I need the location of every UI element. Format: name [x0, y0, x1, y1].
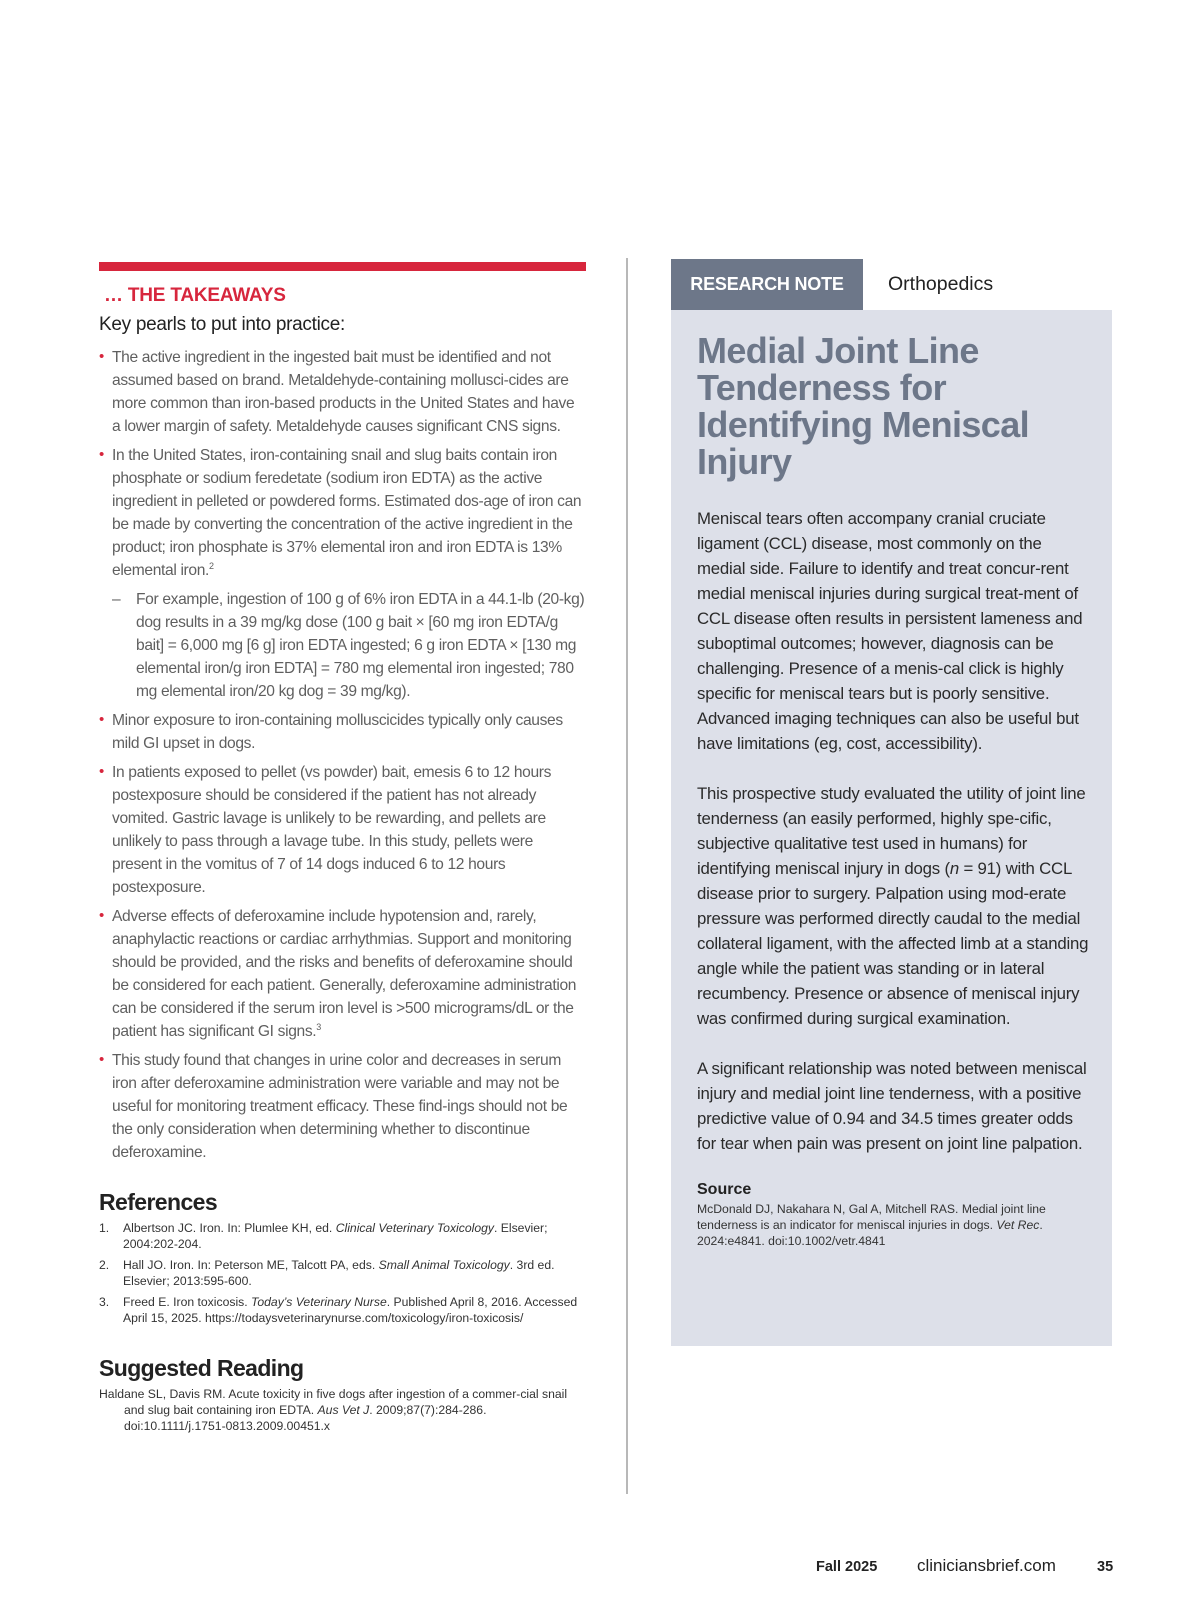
reference-item: 3. Freed E. Iron toxicosis. Today’s Veterinary Nurse. Published April 8, 2016. Accessed April 15, 2025. https://todaysveterinarynurse.com/toxicology/iron-toxicosis/: [99, 1295, 578, 1325]
takeaways-subtitle: Key pearls to put into practice:: [99, 314, 345, 335]
footer-site: cliniciansbrief.com: [917, 1556, 1056, 1575]
takeaways-list-continued: [99, 709, 586, 1164]
bullet-icon: •: [99, 711, 104, 728]
suggested-reading-heading: Suggested Reading: [99, 1355, 304, 1381]
suggested-reading-item: Haldane SL, Davis RM. Acute toxicity in five dogs after ingestion of a commer-cial snail and slug bait containing iron EDTA. Aus Vet J. 2009;87(7):284-286. doi:10.1111/j.1751-0813.2009.00451.x: [99, 1387, 568, 1433]
references-section: [99, 1189, 586, 1326]
takeaways-column: [99, 262, 586, 1434]
list-item: • Adverse effects of deferoxamine include hypotension and, rarely, anaphylactic reactions or cardiac arrhythmias. Support and monitoring should be provided, and the risks and benefits of deferoxamine should be considered for each patient. Generally, deferoxamine administration can be considered if the serum iron level is >500 micrograms/dL or the patient has significant GI signs.$^3$: [99, 905, 586, 1043]
bullet-icon: •: [99, 907, 104, 924]
list-sub-item: – For example, ingestion of 100 g of 6% iron EDTA in a 44.1-lb (20-kg) dog results in a 39 mg/kg dose (100 g bait × [60 mg iron EDTA/g bait] = 6,000 mg [6 g] iron EDTA ingested; 6 g iron EDTA × [130 mg elemental iron/g iron EDTA] = 780 mg elemental iron ingested; 780 mg elemental iron/20 kg dog = 39 mg/kg).: [112, 591, 585, 700]
page-number: 35: [1097, 1559, 1114, 1575]
research-note-box: [671, 259, 1112, 1346]
column-divider: [626, 258, 628, 1494]
suggested-reading-section: [99, 1355, 586, 1434]
list-item: • In the United States, iron-containing snail and slug baits contain iron phosphate or sodium feredetate (sodium iron EDTA) as the active ingredient in pelleted or powdered forms. Estimated dos-age of iron can be made by converting the concentration of the active ingredient in the product; iron phosphate is 37% elemental iron and iron EDTA is 13% elemental iron.$^2$: [99, 444, 586, 582]
body-paragraph: This prospective study evaluated the utility of joint line tenderness (an easily performed, highly spe-cific, subjective qualitative test used in humans) for identifying meniscal injury in dogs (n = 91) with CCL disease prior to surgery. Palpation using mod-erate pressure was performed directly caudal to the medial collateral ligament, with the affected limb at a standing angle while the patient was standing or in lateral recumbency. Presence or absence of meniscal injury was confirmed during surgical examination.: [697, 784, 1089, 1028]
research-note-tag: RESEARCH NOTE: [671, 259, 863, 310]
research-note-header: [671, 259, 1112, 310]
research-note-category: Orthopedics: [863, 259, 1112, 310]
page-footer: [0, 1556, 1200, 1580]
citation-superscript: 2: [209, 560, 214, 571]
body-paragraph: Meniscal tears often accompany cranial cruciate ligament (CCL) disease, most commonly on the medial side. Failure to identify and treat concur-rent medial meniscal injuries during surgical treat-ment of CCL disease often results in persistent lameness and suboptimal outcomes; however, diagnosis can be challenging. Presence of a menis-cal click is highly specific for meniscal tears but is poorly sensitive. Advanced imaging techniques can also be useful but have limitations (eg, cost, accessibility).: [697, 509, 1083, 753]
bullet-icon: •: [99, 446, 104, 463]
footer-issue: Fall 2025: [816, 1559, 878, 1575]
bullet-icon: •: [99, 348, 104, 365]
citation-superscript: 3: [316, 1021, 321, 1032]
list-item: • This study found that changes in urine color and decreases in serum iron after deferoxamine administration were variable and may not be useful for monitoring treatment efficacy. These find-ings should not be the only consideration when determining whether to discontinue deferoxamine.: [99, 1049, 586, 1164]
takeaways-title: … THE TAKEAWAYS: [104, 285, 286, 306]
red-accent-bar: [99, 262, 586, 271]
bullet-icon: •: [99, 1051, 104, 1068]
source-citation: McDonald DJ, Nakahara N, Gal A, Mitchell RAS. Medial joint line tenderness is an indicator for meniscal injuries in dogs. Vet Rec. 2024:e4841. doi:10.1002/vetr.4841: [697, 1202, 1046, 1248]
bullet-icon: •: [99, 763, 104, 780]
list-item: • In patients exposed to pellet (vs powder) bait, emesis 6 to 12 hours postexposure should be considered if the patient has not already vomited. Gastric lavage is unlikely to be rewarding, and pellets are unlikely to pass through a lavage tube. In this study, pellets were present in the vomitus of 7 of 14 dogs induced 6 to 12 hours postexposure.: [99, 761, 586, 899]
references-list: [99, 1220, 586, 1326]
source-heading: Source: [697, 1181, 752, 1198]
body-paragraph: A significant relationship was noted between meniscal injury and medial joint line tenderness, with a positive predictive value of 0.94 and 34.5 times greater odds for tear when pain was present on joint line palpation.: [697, 1059, 1087, 1153]
references-heading: References: [99, 1189, 218, 1215]
research-note-body: [697, 506, 1092, 1156]
takeaways-list: [99, 346, 586, 582]
reference-item: 2. Hall JO. Iron. In: Peterson ME, Talcott PA, eds. Small Animal Toxicology. 3rd ed. Elsevier; 2013:595-600.: [99, 1258, 555, 1288]
list-item: • The active ingredient in the ingested bait must be identified and not assumed based on brand. Metaldehyde-containing mollusci-cides are more common than iron-based products in the United States and have a lower margin of safety. Metaldehyde causes significant CNS signs.: [99, 346, 586, 438]
reference-item: 1. Albertson JC. Iron. In: Plumlee KH, ed. Clinical Veterinary Toxicology. Elsevier; 2004:202-204.: [99, 1221, 548, 1251]
list-item: • Minor exposure to iron-containing molluscicides typically only causes mild GI upset in dogs.: [99, 709, 586, 755]
research-note-title: Medial Joint Line Tenderness for Identifying Meniscal Injury: [697, 330, 1030, 482]
